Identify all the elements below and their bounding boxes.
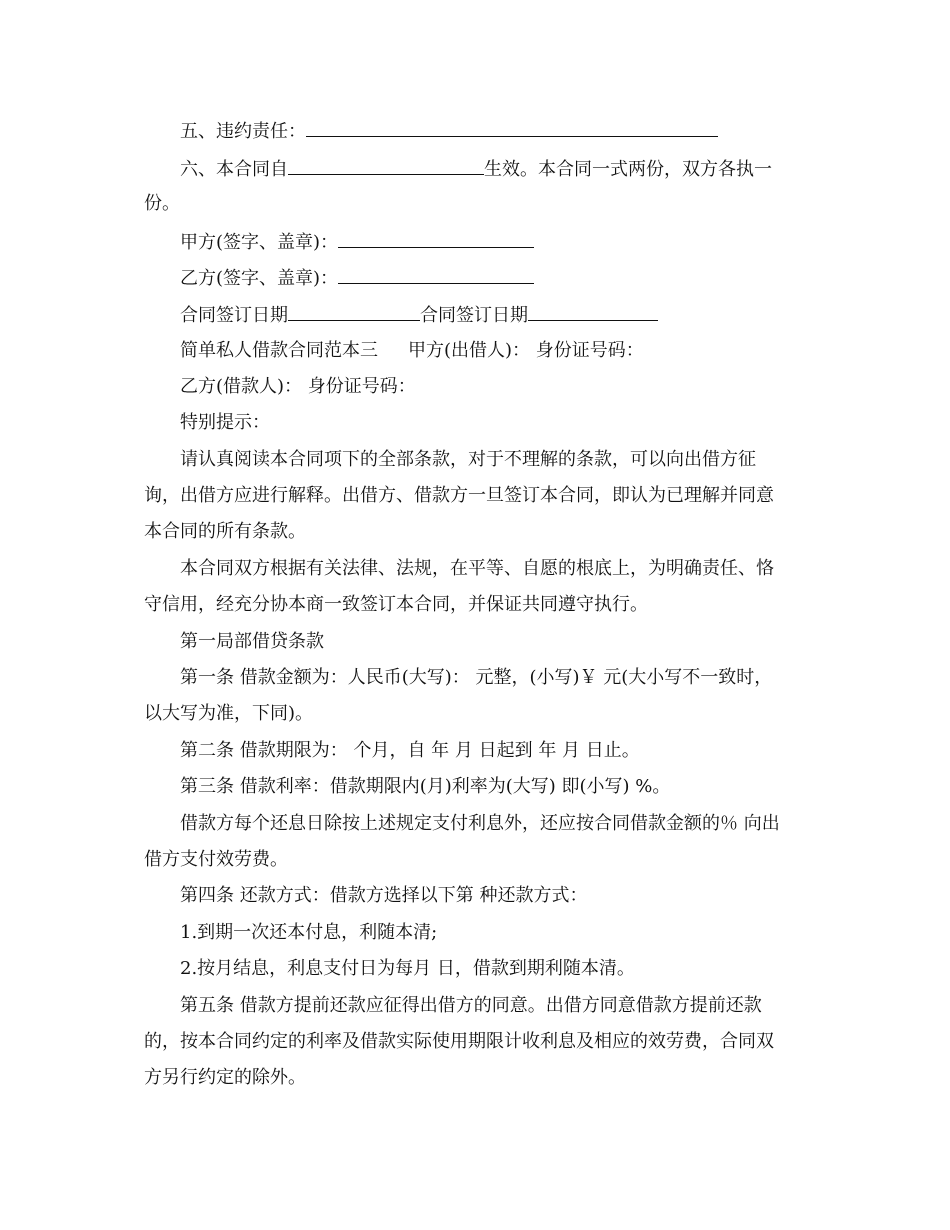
party-a-signature [180, 230, 534, 254]
sample-title: 简单私人借款合同范本三 [180, 340, 378, 361]
notice-line-1: 请认真阅读本合同项下的全部条款，对于不理解的条款，可以向出借方征 [180, 449, 756, 470]
article-5-line-2: 的，按本合同约定的利率及借款实际使用期限计收利息及相应的效劳费，合同双 [144, 1031, 774, 1052]
article-4: 第四条 还款方式：借款方选择以下第 种还款方式： [180, 885, 588, 906]
clause-6-prefix: 六、本合同自 [180, 159, 288, 180]
party-b-signature [180, 266, 534, 290]
article-2: 第二条 借款期限为： 个月，自 年 月 日起到 年 月 日止。 [180, 740, 640, 761]
agreement-line-2: 守信用，经充分协本商一致签订本合同，并保证共同遵守执行。 [144, 594, 648, 615]
notice-line-2: 询，出借方应进行解释。出借方、借款方一旦签订本合同，即认为已理解并同意 [144, 485, 774, 506]
party-a-sign-blank [338, 230, 534, 248]
agreement-line-1: 本合同双方根据有关法律、法规，在平等、自愿的根底上，为明确责任、恪 [180, 558, 774, 579]
sign-date-label-1: 合同签订日期 [180, 305, 288, 326]
repayment-option-2: 2.按月结息，利息支付日为每月 日，借款到期利随本清。 [180, 958, 635, 979]
clause-6-suffix: 生效。本合同一式两份，双方各执一 [484, 159, 772, 180]
clause-5-breach-liability [180, 119, 718, 143]
service-fee-line-2: 借方支付效劳费。 [144, 849, 288, 870]
repayment-option-1: 1.到期一次还本付息，利随本清; [180, 922, 438, 943]
part-one-heading: 第一局部借贷条款 [180, 631, 324, 652]
clause-6-date-blank [288, 157, 484, 175]
clause-5-blank [306, 119, 718, 137]
sign-date-label-2: 合同签订日期 [420, 305, 528, 326]
special-notice-heading: 特别提示： [180, 412, 270, 433]
sign-date-blank-2 [528, 303, 658, 321]
sample-three-heading [180, 340, 644, 362]
article-1-line-2: 以大写为准，下同)。 [144, 703, 314, 724]
notice-line-3: 本合同的所有条款。 [144, 521, 306, 542]
service-fee-line-1: 借款方每个还息日除按上述规定支付利息外，还应按合同借款金额的％ 向出 [180, 813, 780, 834]
party-b-sign-blank [338, 266, 534, 284]
clause-6-wrap: 份。 [144, 193, 180, 214]
party-a-sign-label: 甲方(签字、盖章)： [180, 232, 339, 253]
clause-6-effective [180, 157, 772, 181]
article-1-line-1: 第一条 借款金额为：人民币(大写)： 元整，(小写)￥ 元(大小写不一致时， [180, 667, 773, 688]
lender-line: 甲方(出借人)： 身份证号码： [408, 340, 644, 361]
sign-dates [180, 303, 658, 327]
clause-5-label: 五、违约责任： [180, 121, 306, 142]
borrower-line: 乙方(借款人)： 身份证号码： [180, 376, 416, 397]
article-5-line-3: 方另行约定的除外。 [144, 1067, 306, 1088]
party-b-sign-label: 乙方(签字、盖章)： [180, 268, 339, 289]
article-3: 第三条 借款利率：借款期限内(月)利率为(大写) 即(小写) %。 [180, 776, 671, 797]
article-5-line-1: 第五条 借款方提前还款应征得出借方的同意。出借方同意借款方提前还款 [180, 995, 762, 1016]
sign-date-blank-1 [288, 303, 420, 321]
